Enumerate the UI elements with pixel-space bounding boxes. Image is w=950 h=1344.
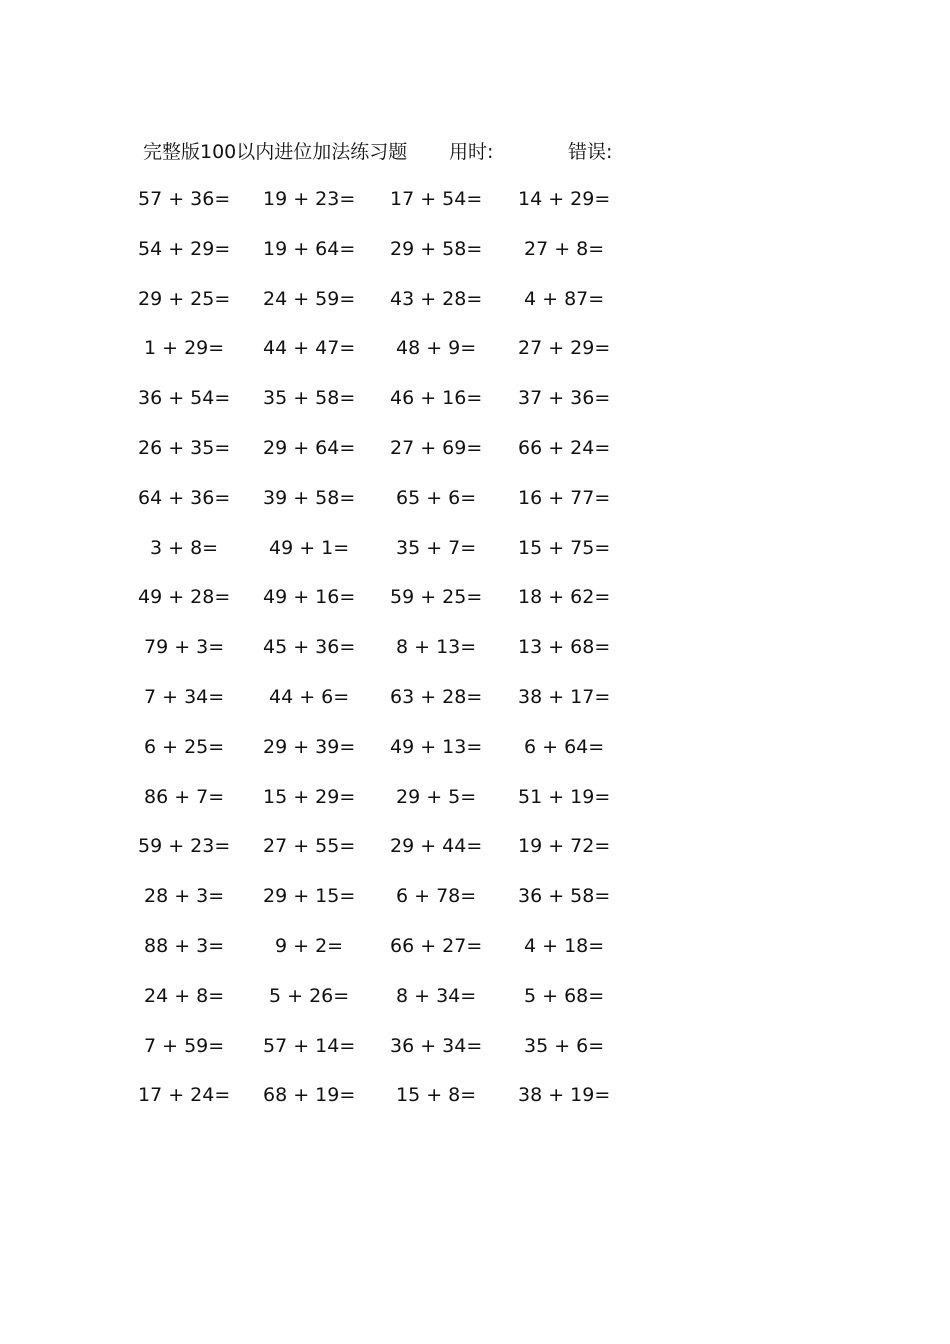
addition-problem: 4 + 87= bbox=[524, 287, 605, 310]
addition-problem: 37 + 36= bbox=[518, 387, 611, 410]
errors-label: 错误: bbox=[568, 141, 613, 163]
problem-row bbox=[0, 534, 950, 584]
addition-problem: 46 + 16= bbox=[390, 387, 483, 410]
addition-problem: 18 + 62= bbox=[518, 586, 611, 609]
addition-problem: 29 + 64= bbox=[263, 436, 356, 459]
problem-row bbox=[0, 683, 950, 733]
addition-problem: 27 + 69= bbox=[390, 436, 483, 459]
addition-problem: 44 + 6= bbox=[269, 685, 350, 708]
problem-row bbox=[0, 334, 950, 384]
worksheet-title: 完整版100以内进位加法练习题 bbox=[143, 141, 408, 163]
addition-problem: 6 + 25= bbox=[144, 735, 225, 758]
addition-problem: 6 + 64= bbox=[524, 735, 605, 758]
addition-problem: 1 + 29= bbox=[144, 337, 225, 360]
addition-problem: 44 + 47= bbox=[263, 337, 356, 360]
addition-problem: 36 + 54= bbox=[138, 387, 231, 410]
addition-problem: 16 + 77= bbox=[518, 486, 611, 509]
addition-problem: 63 + 28= bbox=[390, 685, 483, 708]
problem-row bbox=[0, 235, 950, 285]
problem-row bbox=[0, 633, 950, 683]
addition-problem: 38 + 17= bbox=[518, 685, 611, 708]
addition-problem: 28 + 3= bbox=[144, 885, 225, 908]
addition-problem: 8 + 34= bbox=[396, 984, 477, 1007]
addition-problem: 29 + 39= bbox=[263, 735, 356, 758]
problem-row bbox=[0, 783, 950, 833]
problem-row bbox=[0, 1081, 950, 1131]
addition-problem: 45 + 36= bbox=[263, 636, 356, 659]
addition-problem: 51 + 19= bbox=[518, 785, 611, 808]
addition-problem: 5 + 68= bbox=[524, 984, 605, 1007]
problem-row bbox=[0, 982, 950, 1032]
addition-problem: 79 + 3= bbox=[144, 636, 225, 659]
addition-problem: 17 + 24= bbox=[138, 1084, 231, 1107]
problem-row bbox=[0, 832, 950, 882]
problem-row bbox=[0, 882, 950, 932]
addition-problem: 68 + 19= bbox=[263, 1084, 356, 1107]
addition-problem: 8 + 13= bbox=[396, 636, 477, 659]
addition-problem: 59 + 23= bbox=[138, 835, 231, 858]
addition-problem: 48 + 9= bbox=[396, 337, 477, 360]
time-used-label: 用时: bbox=[449, 141, 494, 163]
addition-problem: 13 + 68= bbox=[518, 636, 611, 659]
addition-problem: 26 + 35= bbox=[138, 436, 231, 459]
problem-row bbox=[0, 484, 950, 534]
addition-problem: 29 + 44= bbox=[390, 835, 483, 858]
addition-problem: 54 + 29= bbox=[138, 237, 231, 260]
addition-problem: 3 + 8= bbox=[150, 536, 219, 559]
addition-problem: 14 + 29= bbox=[518, 188, 611, 210]
addition-problem: 66 + 27= bbox=[390, 934, 483, 957]
addition-problem: 36 + 58= bbox=[518, 885, 611, 908]
problem-row bbox=[0, 733, 950, 783]
addition-problem: 29 + 15= bbox=[263, 885, 356, 908]
problem-grid bbox=[0, 185, 950, 1131]
addition-problem: 27 + 29= bbox=[518, 337, 611, 360]
problem-row bbox=[0, 434, 950, 484]
addition-problem: 88 + 3= bbox=[144, 934, 225, 957]
problem-row bbox=[0, 932, 950, 982]
problem-row bbox=[0, 583, 950, 633]
addition-problem: 19 + 64= bbox=[263, 237, 356, 260]
addition-problem: 59 + 25= bbox=[390, 586, 483, 609]
addition-problem: 27 + 8= bbox=[524, 237, 605, 260]
addition-problem: 86 + 7= bbox=[144, 785, 225, 808]
addition-problem: 19 + 23= bbox=[263, 188, 356, 210]
addition-problem: 15 + 8= bbox=[396, 1084, 477, 1107]
addition-problem: 66 + 24= bbox=[518, 436, 611, 459]
addition-problem: 57 + 14= bbox=[263, 1034, 356, 1057]
addition-problem: 29 + 58= bbox=[390, 237, 483, 260]
addition-problem: 29 + 5= bbox=[396, 785, 477, 808]
addition-problem: 4 + 18= bbox=[524, 934, 605, 957]
addition-problem: 49 + 16= bbox=[263, 586, 356, 609]
addition-problem: 15 + 29= bbox=[263, 785, 356, 808]
addition-problem: 29 + 25= bbox=[138, 287, 231, 310]
addition-problem: 6 + 78= bbox=[396, 885, 477, 908]
problem-row bbox=[0, 285, 950, 335]
addition-problem: 36 + 34= bbox=[390, 1034, 483, 1057]
addition-problem: 7 + 59= bbox=[144, 1034, 225, 1057]
addition-problem: 17 + 54= bbox=[390, 188, 483, 210]
addition-problem: 15 + 75= bbox=[518, 536, 611, 559]
addition-problem: 57 + 36= bbox=[138, 188, 231, 210]
addition-problem: 49 + 13= bbox=[390, 735, 483, 758]
addition-problem: 49 + 1= bbox=[269, 536, 350, 559]
addition-problem: 65 + 6= bbox=[396, 486, 477, 509]
addition-problem: 24 + 59= bbox=[263, 287, 356, 310]
addition-problem: 39 + 58= bbox=[263, 486, 356, 509]
addition-problem: 27 + 55= bbox=[263, 835, 356, 858]
addition-problem: 64 + 36= bbox=[138, 486, 231, 509]
addition-problem: 24 + 8= bbox=[144, 984, 225, 1007]
addition-problem: 35 + 58= bbox=[263, 387, 356, 410]
addition-problem: 35 + 6= bbox=[524, 1034, 605, 1057]
addition-problem: 19 + 72= bbox=[518, 835, 611, 858]
addition-problem: 43 + 28= bbox=[390, 287, 483, 310]
addition-problem: 7 + 34= bbox=[144, 685, 225, 708]
addition-problem: 9 + 2= bbox=[275, 934, 344, 957]
addition-problem: 49 + 28= bbox=[138, 586, 231, 609]
problem-row bbox=[0, 185, 950, 235]
addition-problem: 5 + 26= bbox=[269, 984, 350, 1007]
problem-row bbox=[0, 384, 950, 434]
addition-problem: 35 + 7= bbox=[396, 536, 477, 559]
addition-problem: 38 + 19= bbox=[518, 1084, 611, 1107]
problem-row bbox=[0, 1032, 950, 1082]
